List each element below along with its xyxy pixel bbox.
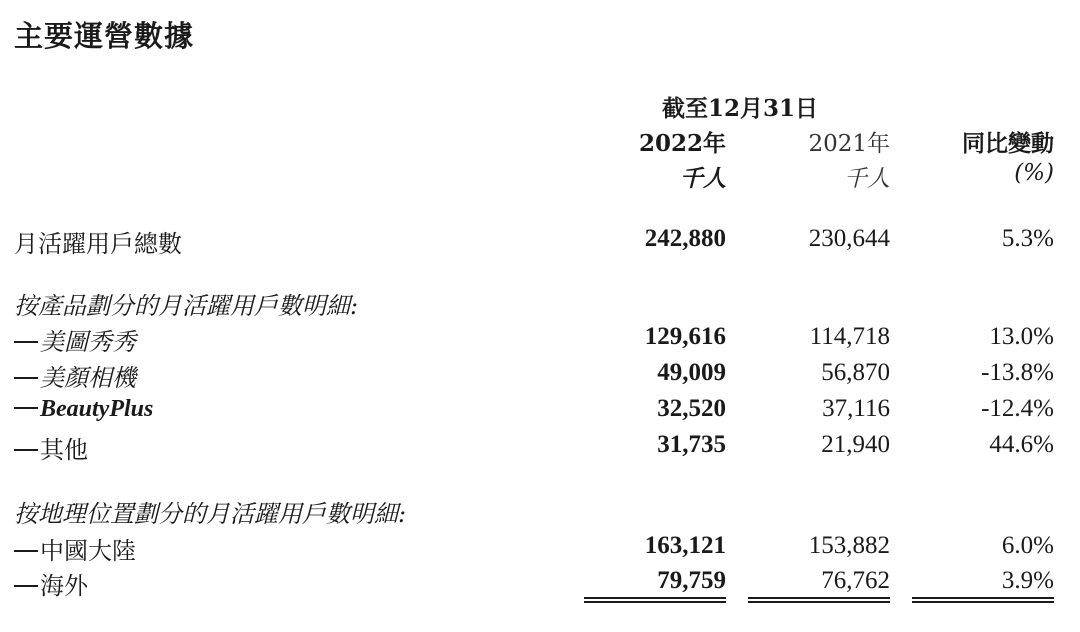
mainland-china-2022: 163,121	[644, 532, 726, 559]
meitu-xiuxiu-2022: 129,616	[644, 323, 726, 350]
period-header: 截至12月31日	[662, 95, 819, 122]
dash-marker	[14, 449, 38, 451]
double-underline-2021	[748, 597, 890, 603]
col-2022-header: 2022年	[638, 130, 726, 157]
unit-2022: 千人	[680, 165, 726, 192]
meiyan-camera-2022: 49,009	[657, 359, 726, 386]
mainland-china-label	[14, 531, 136, 566]
others-label	[14, 430, 88, 465]
unit-2021: 千人	[844, 166, 890, 192]
mainland-china-2021: 153,882	[808, 532, 890, 559]
col-2021-header: 2021年	[808, 131, 890, 157]
meitu-xiuxiu-text: 美圖秀秀	[40, 328, 136, 356]
beautyplus-text: BeautyPlus	[40, 396, 154, 422]
others-2021: 21,940	[821, 431, 890, 458]
overseas-change: 3.9%	[1001, 567, 1054, 594]
meiyan-camera-change: -13.8%	[981, 359, 1054, 386]
double-underline-2022	[584, 597, 726, 603]
dash-marker	[14, 341, 38, 343]
total-mau-2022: 242,880	[644, 225, 726, 252]
beautyplus-change: -12.4%	[981, 395, 1054, 422]
others-text: 其他	[40, 436, 88, 464]
meitu-xiuxiu-2021: 114,718	[809, 323, 890, 350]
meiyan-camera-text: 美顏相機	[40, 364, 136, 392]
meitu-xiuxiu-change: 13.0%	[989, 323, 1054, 350]
unit-change: (%)	[1014, 160, 1054, 186]
dash-marker	[14, 550, 38, 552]
overseas-text: 海外	[40, 572, 88, 600]
meiyan-camera-label	[14, 358, 136, 393]
others-change: 44.6%	[989, 431, 1054, 458]
mainland-china-change: 6.0%	[1001, 532, 1054, 559]
total-mau-change: 5.3%	[1001, 225, 1054, 252]
by-region-heading: 按地理位置劃分的月活躍用戶數明細:	[14, 500, 407, 528]
total-mau-label: 月活躍用戶總數	[14, 230, 182, 258]
beautyplus-label	[14, 394, 153, 423]
double-underline-change	[912, 597, 1054, 603]
by-product-heading: 按產品劃分的月活躍用戶數明細:	[14, 292, 359, 320]
overseas-2022: 79,759	[657, 567, 726, 594]
mainland-china-text: 中國大陸	[40, 537, 136, 565]
dash-marker	[14, 585, 38, 587]
others-2022: 31,735	[657, 431, 726, 458]
beautyplus-2021: 37,116	[822, 395, 890, 422]
beautyplus-2022: 32,520	[657, 395, 726, 422]
meiyan-camera-2021: 56,870	[821, 359, 890, 386]
overseas-label	[14, 566, 88, 601]
col-change-header: 同比變動	[962, 130, 1054, 157]
dash-marker	[14, 407, 38, 409]
total-mau-2021: 230,644	[808, 225, 890, 252]
page-title: 主要運營數據	[14, 19, 195, 53]
dash-marker	[14, 377, 38, 379]
overseas-2021: 76,762	[821, 567, 890, 594]
meitu-xiuxiu-label	[14, 322, 136, 357]
